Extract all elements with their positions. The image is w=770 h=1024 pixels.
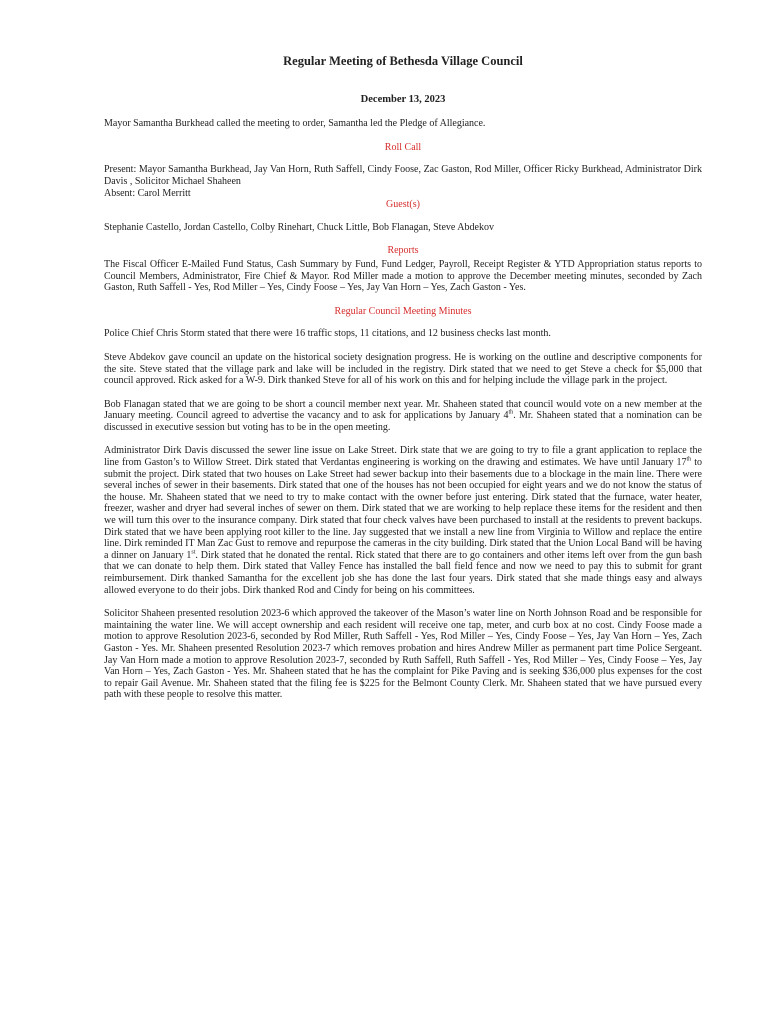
document-title: Regular Meeting of Bethesda Village Council bbox=[283, 54, 523, 68]
guests-list: Stephanie Castello, Jordan Castello, Colby Rinehart, Chuck Little, Bob Flanagan, Steve Abdekov bbox=[104, 221, 494, 233]
reports-paragraph: The Fiscal Officer E-Mailed Fund Status, Cash Summary by Fund, Fund Ledger, Payroll, Receipt Register & YTD Appropriation status reports to Council Members, Administrator, Fire Chief & Mayor. Rod Miller made a motion to approve the December meeting minutes, seconded by Zach Gaston, Ruth Saffell - Yes, Rod Miller – Yes, Cindy Foose – Yes, Jay Van Horn – Yes, Zach Gaston - Yes. bbox=[104, 258, 702, 294]
police-paragraph: Police Chief Chris Storm stated that there were 16 traffic stops, 11 citations, and 12 business checks last month. bbox=[104, 328, 551, 340]
davis-paragraph bbox=[104, 445, 702, 596]
flanagan-paragraph bbox=[104, 399, 702, 434]
opening-paragraph: Mayor Samantha Burkhead called the meeting to order, Samantha led the Pledge of Allegiance. bbox=[104, 118, 486, 130]
davis-text-c: . Dirk stated that he donated the rental. Rick stated that there are to go containers and other items left over from the gun bash that we can donate to help them. Dirk stated that Valley Fence has installed the ball field fence and now we need to pay this to submit for grant reimbursement. Dirk thanked Samantha for the excellent job she has done the last four years. Dirk stated that she made things easy and always allowed everyone to do their jobs. Dirk thanked Rod and Cindy for being on his committees. bbox=[104, 549, 702, 596]
flanagan-superscript: th bbox=[508, 409, 514, 416]
davis-superscript-1: th bbox=[686, 456, 692, 463]
davis-text-b: to submit the project. Dirk stated that two houses on Lake Street had sewer backup into their basements due to a blockage in the main line. There were several inches of sewer in their basements. Dirk stated that one of the houses has not been occupied for eight years and we do not know the status of the house. Mr. Shaheen stated that we need to try to make contact with the owner before just entering. Dirk stated that the furnace, water heater, freezer, washer and dryer had several inches of sewer on them. Dirk stated that we are working to help replace these items for the resident and then we will turn this over to the insurance company. Dirk stated that four check valves have been purchased to install at the residents to prevent backups. Dirk stated that we have been applying root killer to the line. Jay suggested that we install a new line from Virginia to Willow and replace the entire line. Dirk reminded IT Man Zac Gust to remove and repurpose the cameras in the city building. Dirk stated that the Union Local Band will be having a dinner on January 1 bbox=[104, 457, 702, 561]
abdekov-paragraph: Steve Abdekov gave council an update on the historical society designation progress. He is working on the outline and descriptive components for the site. Steve stated that the village park and lake will be included in the registry. Dirk stated that we need to get Steve a check for $5,000 that council approved. Rick asked for a W-9. Dirk thanked Steve for all of his work on this and for helping include the village park in the project. bbox=[104, 351, 702, 387]
davis-superscript-2: st bbox=[191, 549, 196, 556]
present-list: Present: Mayor Samantha Burkhead, Jay Van Horn, Ruth Saffell, Cindy Foose, Zac Gaston, Rod Miller, Officer Ricky Burkhead, Administrator Dirk Davis , Solicitor Michael Shaheen bbox=[104, 164, 702, 187]
reports-heading: Reports bbox=[387, 245, 419, 257]
absent-list: Absent: Carol Merritt bbox=[104, 187, 191, 199]
flanagan-text-b: . Mr. Shaheen stated that a nomination can be discussed in executive session but voting has to be in the open meeting. bbox=[104, 410, 702, 433]
document-page bbox=[104, 56, 702, 713]
guests-heading: Guest(s) bbox=[386, 199, 420, 211]
roll-call-heading: Roll Call bbox=[384, 141, 422, 153]
solicitor-paragraph: Solicitor Shaheen presented resolution 2023-6 which approved the takeover of the Mason’s water line on North Johnson Road and be responsible for maintaining the water line. We will accept ownership and each resident will receive one tap, meter, and curb box at no cost. Cindy Foose made a motion to approve Resolution 2023-6, seconded by Rod Miller, Ruth Saffell - Yes, Rod Miller – Yes, Cindy Foose – Yes, Jay Van Horn – Yes, Zach Gaston - Yes. Mr. Shaheen presented Resolution 2023-7 which removes probation and hires Andrew Miller as permanent part time Police Sergeant. Jay Van Horn made a motion to approve Resolution 2023-7, seconded by Ruth Saffell, Ruth Saffell - Yes, Rod Miller – Yes, Cindy Foose – Yes, Jay Van Horn – Yes, Zach Gaston - Yes. Mr. Shaheen stated that he has the complaint for Pike Paving and is seeking $36,000 plus expenses for the cost to repair Gail Avenue. Mr. Shaheen stated that the filing fee is $225 for the Belmont County Clerk. Mr. Shaheen stated that we have pursued every path with these people to resolve this matter. bbox=[104, 608, 702, 701]
davis-text-a: Administrator Dirk Davis discussed the sewer line issue on Lake Street. Dirk state that we are going to try to file a grant application to replace the line from Gaston’s to Willow Street. Dirk stated that Verdantas engineering is working on the drawing and estimates. We have until January 17 bbox=[104, 445, 702, 469]
flanagan-text-a: Bob Flanagan stated that we are going to be short a council member next year. Mr. Shaheen stated that council would vote on a new member at the January meeting. Council agreed to advertise the vacancy and to ask for applications by January 4 bbox=[104, 398, 702, 422]
minutes-heading: Regular Council Meeting Minutes bbox=[334, 305, 472, 317]
meeting-date: December 13, 2023 bbox=[360, 93, 446, 105]
